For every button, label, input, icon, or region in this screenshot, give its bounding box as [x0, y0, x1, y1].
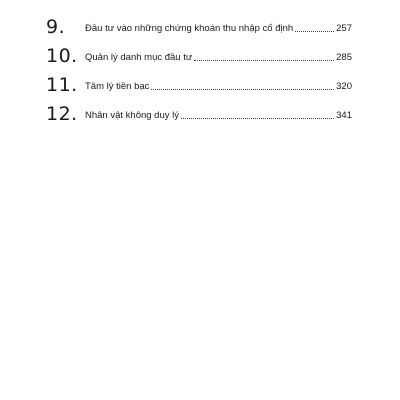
dot-leader	[194, 60, 334, 61]
dot-leader	[181, 118, 334, 119]
chapter-title: Nhân vật không duy lý	[85, 110, 180, 121]
chapter-number: 10.	[46, 45, 78, 67]
dot-leader	[151, 89, 334, 90]
toc-entry-12[interactable]	[46, 95, 352, 124]
page-number: 257	[336, 23, 352, 34]
chapter-title: Tâm lý tiền bạc	[85, 81, 150, 92]
toc-entry-11[interactable]	[46, 66, 352, 95]
toc-entry-9[interactable]	[46, 8, 352, 37]
table-of-contents	[46, 8, 352, 124]
chapter-number: 12.	[46, 103, 78, 125]
chapter-title: Quản lý danh mục đầu tư	[85, 52, 193, 63]
chapter-number: 11.	[46, 74, 78, 96]
chapter-number: 9.	[46, 16, 66, 38]
page-number: 320	[336, 81, 352, 92]
page-number: 341	[336, 110, 352, 121]
toc-entry-10[interactable]	[46, 37, 352, 66]
page-number: 285	[336, 52, 352, 63]
dot-leader	[295, 31, 334, 32]
chapter-title: Đầu tư vào những chứng khoán thu nhập cố định	[85, 23, 294, 34]
